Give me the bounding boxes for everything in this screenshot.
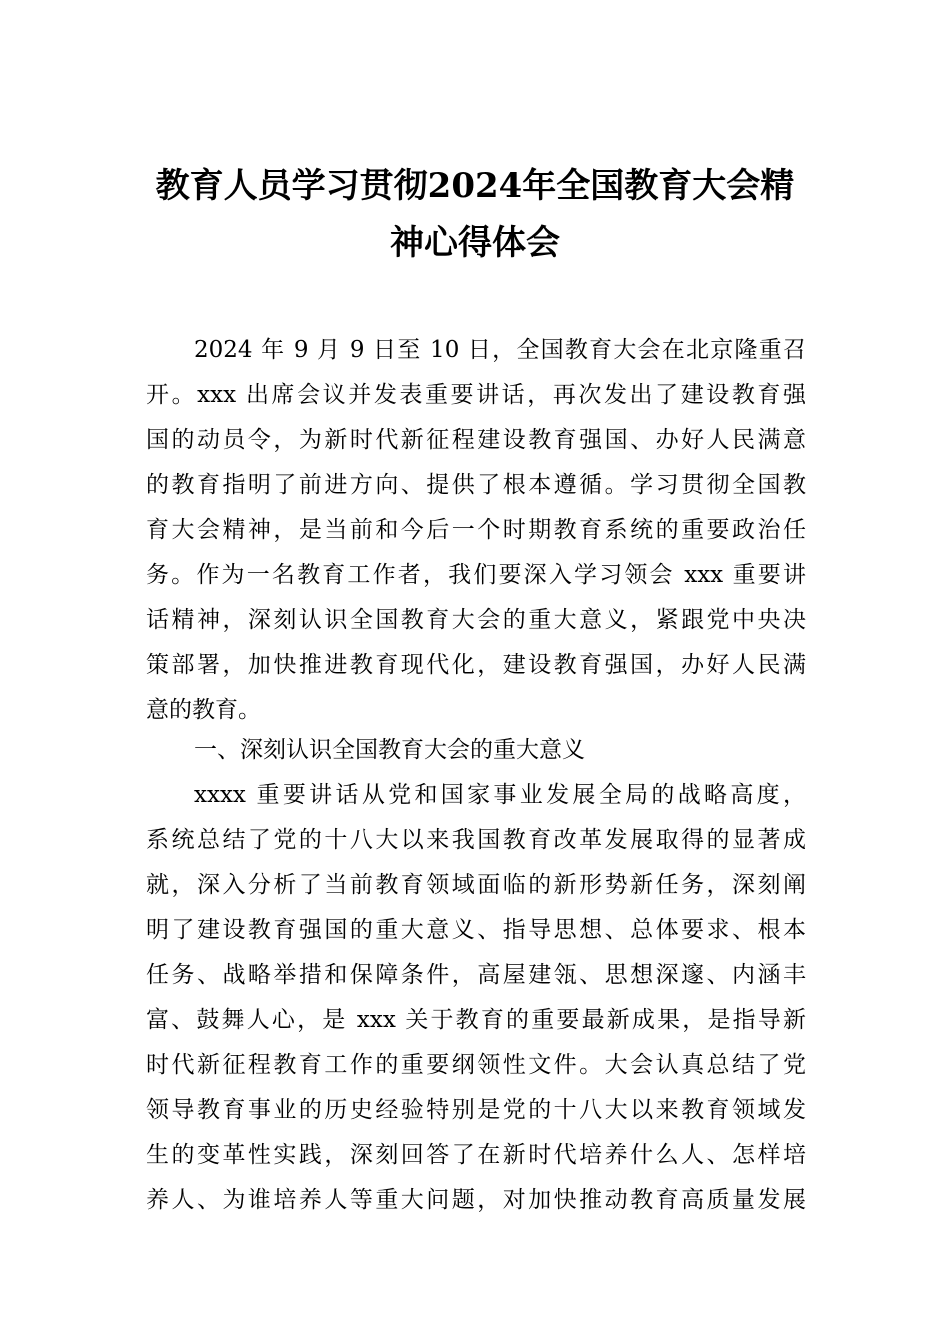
text-line: 领导教育事业的历史经验特别是党的十八大以来教育领域发 [146, 1097, 806, 1123]
text-line: 任务、战略举措和保障条件，高屋建瓴、思想深邃、内涵丰 [146, 962, 806, 988]
text-line: 养人、为谁培养人等重大问题，对加快推动教育高质量发展 [146, 1187, 806, 1213]
text-line: 开。xxx 出席会议并发表重要讲话，再次发出了建设教育强 [146, 382, 806, 408]
paragraph-1 [146, 328, 806, 733]
text-line: 务。作为一名教育工作者，我们要深入学习领会 xxx 重要讲 [146, 562, 806, 588]
text-line: 策部署，加快推进教育现代化，建设教育强国，办好人民满 [146, 652, 806, 678]
text-line: 话精神，深刻认识全国教育大会的重大意义，紧跟党中央决 [146, 607, 806, 633]
text-line: 意的教育。 [146, 697, 261, 723]
title-line-1: 教育人员学习贯彻2024年全国教育大会精 [155, 166, 795, 206]
text-line: 系统总结了党的十八大以来我国教育改革发展取得的显著成 [146, 827, 806, 853]
text-line: 生的变革性实践，深刻回答了在新时代培养什么人、怎样培 [146, 1142, 806, 1168]
text-line: 明了建设教育强国的重大意义、指导思想、总体要求、根本 [146, 917, 806, 943]
title-line-2: 神心得体会 [390, 223, 560, 263]
text-line: 育大会精神，是当前和今后一个时期教育系统的重要政治任 [146, 517, 806, 543]
text-line: xxxx 重要讲话从党和国家事业发展全局的战略高度， [194, 782, 806, 808]
text-line: 富、鼓舞人心，是 xxx 关于教育的重要最新成果，是指导新 [146, 1007, 806, 1033]
section-heading-1: 一、深刻认识全国教育大会的重大意义 [194, 737, 585, 763]
text-line: 国的动员令，为新时代新征程建设教育强国、办好人民满意 [146, 427, 806, 453]
document-title [130, 158, 820, 272]
text-line: 时代新征程教育工作的重要纲领性文件。大会认真总结了党 [146, 1052, 806, 1078]
paragraph-2 [146, 773, 806, 1223]
text-line: 的教育指明了前进方向、提供了根本遵循。学习贯彻全国教 [146, 472, 806, 498]
text-line: 就，深入分析了当前教育领域面临的新形势新任务，深刻阐 [146, 872, 806, 898]
text-line: 2024 年 9 月 9 日至 10 日，全国教育大会在北京隆重召 [194, 337, 806, 363]
